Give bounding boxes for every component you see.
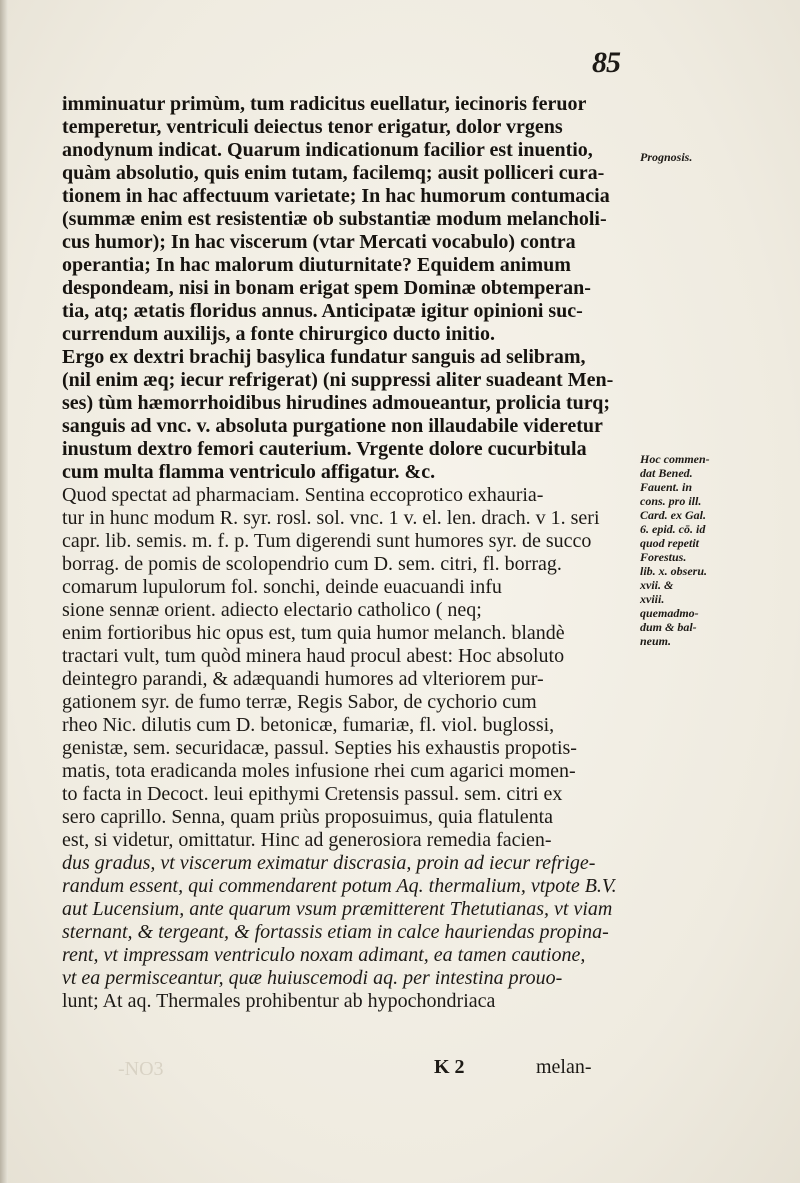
text-line: sione sennæ orient. adiecto electario catholico ( neq; (62, 599, 482, 621)
text-line: quàm absolutio, quis enim tutam, facilemq; ausit polliceri cura- (62, 162, 605, 184)
text-line: anodynum indicat. Quarum indicationum facilior est inuentio, (62, 139, 593, 161)
text-line: sero caprillo. Senna, quam priùs proposuimus, quia flatulenta (62, 806, 554, 828)
library-stamp: -NO3 (118, 1058, 164, 1080)
margin-note-line: Forestus. (640, 550, 687, 564)
catchword: melan- (536, 1056, 592, 1078)
text-line: matis, tota eradicanda moles infusione rhei cum agarici momen- (62, 760, 576, 782)
margin-note-line: quemadmo- (640, 606, 699, 620)
margin-note-prognosis (640, 150, 720, 164)
text-line: tia, atq; ætatis floridus annus. Anticipatæ igitur opinioni suc- (62, 300, 583, 322)
margin-note-line: xviii. (640, 592, 665, 606)
text-line: temperetur, ventriculi deiectus tenor erigatur, dolor vrgens (62, 116, 563, 138)
text-line: lunt; At aq. Thermales prohibentur ab hypochondriaca (62, 990, 496, 1012)
text-line: vt ea permisceantur, quæ huiuscemodi aq. per intestina prouo- (62, 967, 563, 989)
text-line: enim fortioribus hic opus est, tum quia humor melanch. blandè (62, 622, 565, 644)
text-line: tur in hunc modum R. syr. rosl. sol. vnc. 1 v. el. len. drach. v 1. seri (62, 507, 600, 529)
text-line: deintegro parandi, & adæquandi humores ad vlteriorem pur- (62, 668, 544, 690)
margin-note-line: lib. x. obseru. (640, 564, 708, 578)
text-line: comarum lupulorum fol. sonchi, deinde euacuandi infu (62, 576, 502, 598)
text-line: tionem in hac affectuum varietate; In hac humorum contumacia (62, 185, 610, 207)
text-line: cum multa flamma ventriculo affigatur. &c. (62, 461, 436, 483)
text-line: to facta in Decoct. leui epithymi Cretensis passul. sem. citri ex (62, 783, 563, 805)
signature-mark: K 2 (434, 1056, 465, 1078)
text-line: rent, vt impressam ventriculo noxam adimant, ea tamen cautione, (62, 944, 586, 966)
text-line: rheo Nic. dilutis cum D. betonicæ, fumariæ, fl. viol. buglossi, (62, 714, 555, 736)
text-line: operantia; In hac malorum diuturnitate? Equidem animum (62, 254, 571, 276)
margin-note-line: cons. pro ill. (640, 494, 702, 508)
binding-gutter (0, 0, 8, 1183)
text-line: Quod spectat ad pharmaciam. Sentina eccoprotico exhauria- (62, 484, 544, 506)
text-line: currendum auxilijs, a fonte chirurgico ducto initio. (62, 323, 495, 345)
text-line: sternant, & tergeant, & fortassis etiam in calce hauriendas propina- (62, 921, 609, 943)
text-line: borrag. de pomis de scolopendrio cum D. sem. citri, fl. borrag. (62, 553, 562, 575)
text-line: genistæ, sem. securidacæ, passul. Septies his exhaustis propotis- (62, 737, 577, 759)
margin-note-line: Hoc commen- (640, 452, 710, 466)
text-line: ses) tùm hæmorrhoidibus hirudines admoueantur, prolicia turq; (62, 392, 611, 414)
text-line: despondeam, nisi in bonam erigat spem Dominæ obtemperan- (62, 277, 591, 299)
margin-note-line: 6. epid. cō. id (640, 522, 706, 536)
margin-note-line: xvii. & (640, 578, 674, 592)
text-line: (nil enim æq; iecur refrigerat) (ni suppressi aliter suadeant Men- (62, 369, 614, 391)
text-line: sanguis ad vnc. v. absoluta purgatione non illaudabile videretur (62, 415, 603, 437)
margin-note-line: Prognosis. (640, 150, 693, 164)
margin-note-line: neum. (640, 634, 672, 648)
body-text (62, 93, 622, 1013)
text-line: est, si videtur, omittatur. Hinc ad generosiora remedia facien- (62, 829, 552, 851)
margin-note-line: quod repetit (640, 536, 699, 550)
page-footer (0, 1056, 800, 1086)
text-line: inustum dextro femori cauterium. Vrgente dolore cucurbitula (62, 438, 587, 460)
text-line: imminuatur primùm, tum radicitus euellatur, iecinoris feruor (62, 93, 587, 115)
margin-note-line: Fauent. in (640, 480, 693, 494)
text-line: randum essent, qui commendarent potum Aq. thermalium, vtpote B.V. (62, 875, 617, 897)
margin-note-line: dum & bal- (640, 620, 697, 634)
text-line: gationem syr. de fumo terræ, Regis Sabor, de cychorio cum (62, 691, 537, 713)
text-line: capr. lib. semis. m. f. p. Tum digerendi sunt humores syr. de succo (62, 530, 592, 552)
page-number: 85 (592, 46, 620, 79)
margin-note-commentary (640, 452, 720, 648)
text-line: cus humor); In hac viscerum (vtar Mercati vocabulo) contra (62, 231, 576, 253)
text-line: dus gradus, vt viscerum eximatur discrasia, proin ad iecur refrige- (62, 852, 596, 874)
text-line: tractari vult, tum quòd minera haud procul abest: Hoc absoluto (62, 645, 565, 667)
text-line: Ergo ex dextri brachij basylica fundatur sanguis ad selibram, (62, 346, 586, 368)
text-line: aut Lucensium, ante quarum vsum præmitterent Thetutianas, vt viam (62, 898, 613, 920)
margin-note-line: dat Bened. (640, 466, 693, 480)
margin-note-line: Card. ex Gal. (640, 508, 706, 522)
text-line: (summæ enim est resistentiæ ob substantiæ modum melancholi- (62, 208, 607, 230)
